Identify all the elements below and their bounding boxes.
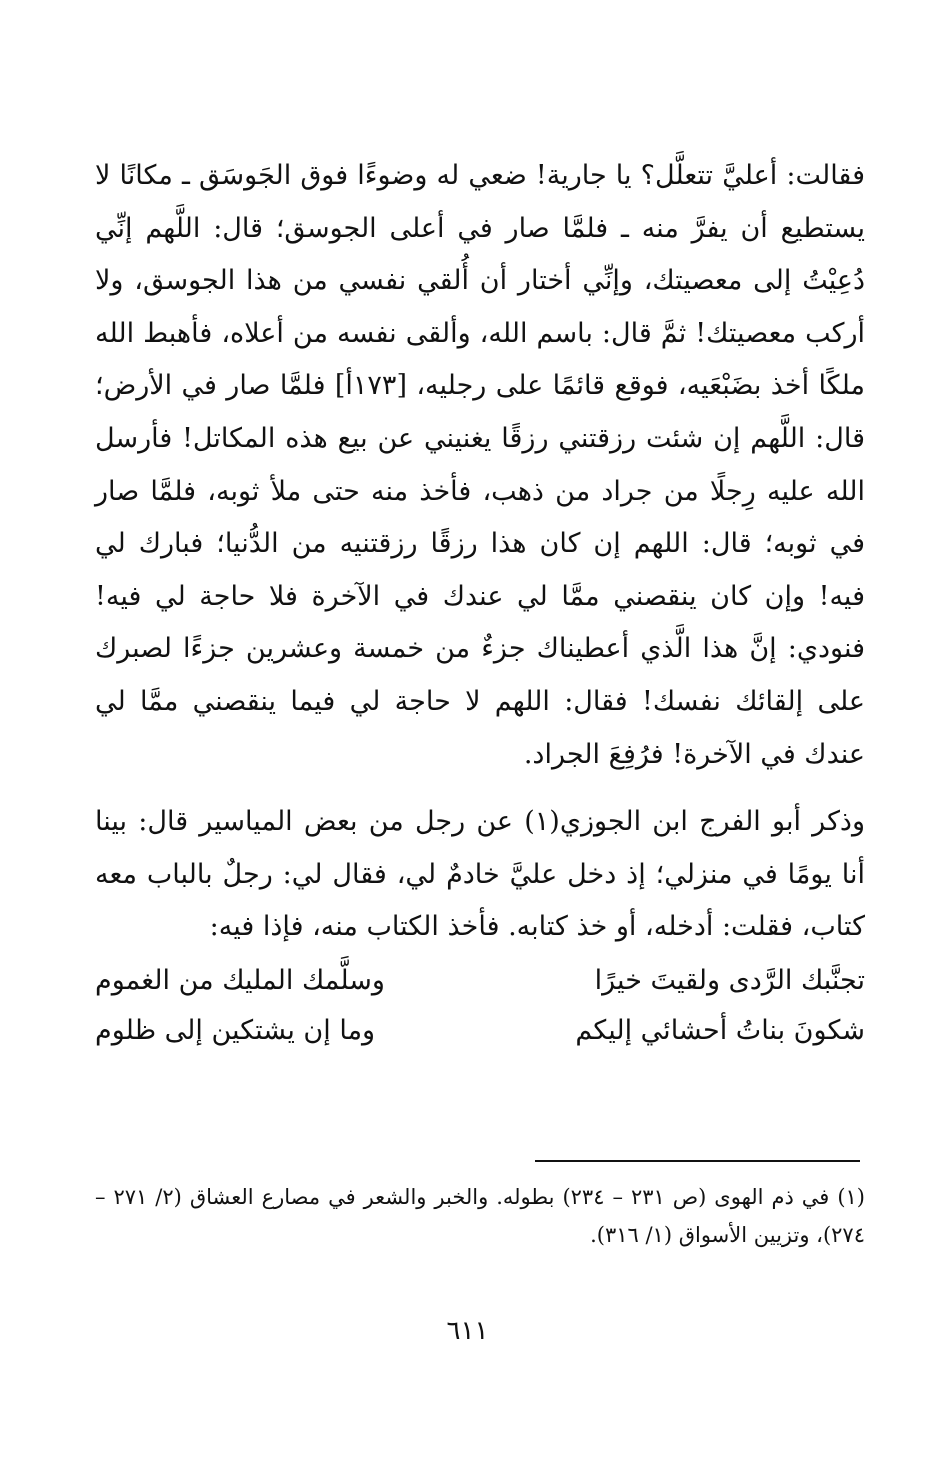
poem bbox=[95, 956, 865, 1056]
verse-first-hemistich: تجنَّبك الرَّدى ولقيتَ خيرًا bbox=[594, 964, 865, 996]
page-body bbox=[95, 150, 865, 1056]
verse-first-hemistich: شكونَ بناتُ أحشائي إليكم bbox=[575, 1014, 865, 1046]
footnote: (١) في ذم الهوى (ص ٢٣١ – ٢٣٤) بطوله. والخبر والشعر في مصارع العشاق (٢/ ٢٧١ – ٢٧٤)، وتزيين الأسواق (١/ ٣١٦). bbox=[95, 1185, 865, 1247]
verse-second-hemistich: وما إن يشتكين إلى ظلوم bbox=[95, 1014, 376, 1046]
page-number: ٦١١ bbox=[446, 1316, 489, 1346]
body-paragraph: وذكر أبو الفرج ابن الجوزي(١) عن رجل من بعض المياسير قال: بينا أنا يومًا في منزلي؛ إذ دخل عليَّ خادمٌ لي، فقال لي: رجلٌ بالباب معه كتاب، فقلت: أدخله، أو خذ كتابه. فأخذ الكتاب منه، فإذا فيه: bbox=[95, 806, 865, 943]
poem-verse bbox=[95, 1006, 865, 1056]
verse-second-hemistich: وسلَّمك المليك من الغموم bbox=[95, 964, 385, 996]
poem-verse bbox=[95, 956, 865, 1006]
footnote-separator bbox=[535, 1160, 860, 1162]
footnotes bbox=[95, 1178, 865, 1254]
body-paragraph: فقالت: أعليَّ تتعلَّل؟ يا جارية! ضعي له وضوءًا فوق الجَوسَق ـ مكانًا لا يستطيع أن يفرَّ منه ـ فلمَّا صار في أعلى الجوسق؛ قال: اللَّهم إنِّي دُعِيْتُ إلى معصيتك، وإنِّي أختار أن أُلقي نفسي من هذا الجوسق، ولا أركب معصيتك! ثمَّ قال: باسم الله، وألقى نفسه من أعلاه، فأهبط الله ملكًا أخذ بضَبْعَيه، فوقع قائمًا على رجليه، [١٧٣أ] فلمَّا صار في الأرض؛ قال: اللَّهم إن شئت رزقتني رزقًا يغنيني عن بيع هذه المكاتل! فأرسل الله عليه رِجلًا من جراد من ذهب، فأخذ منه حتى ملأ ثوبه، فلمَّا صار في ثوبه؛ قال: اللهم إن كان هذا رزقًا رزقتنيه من الدُّنيا؛ فبارك لي فيه! وإن كان ينقصني ممَّا لي عندك في الآخرة فلا حاجة لي فيه! فنودي: إنَّ هذا الَّذي أعطيناك جزءٌ من خمسة وعشرين جزءًا لصبرك على إلقائك نفسك! فقال: اللهم لا حاجة لي فيما ينقصني ممَّا لي عندك في الآخرة! فرُفِعَ الجراد. bbox=[95, 160, 865, 770]
